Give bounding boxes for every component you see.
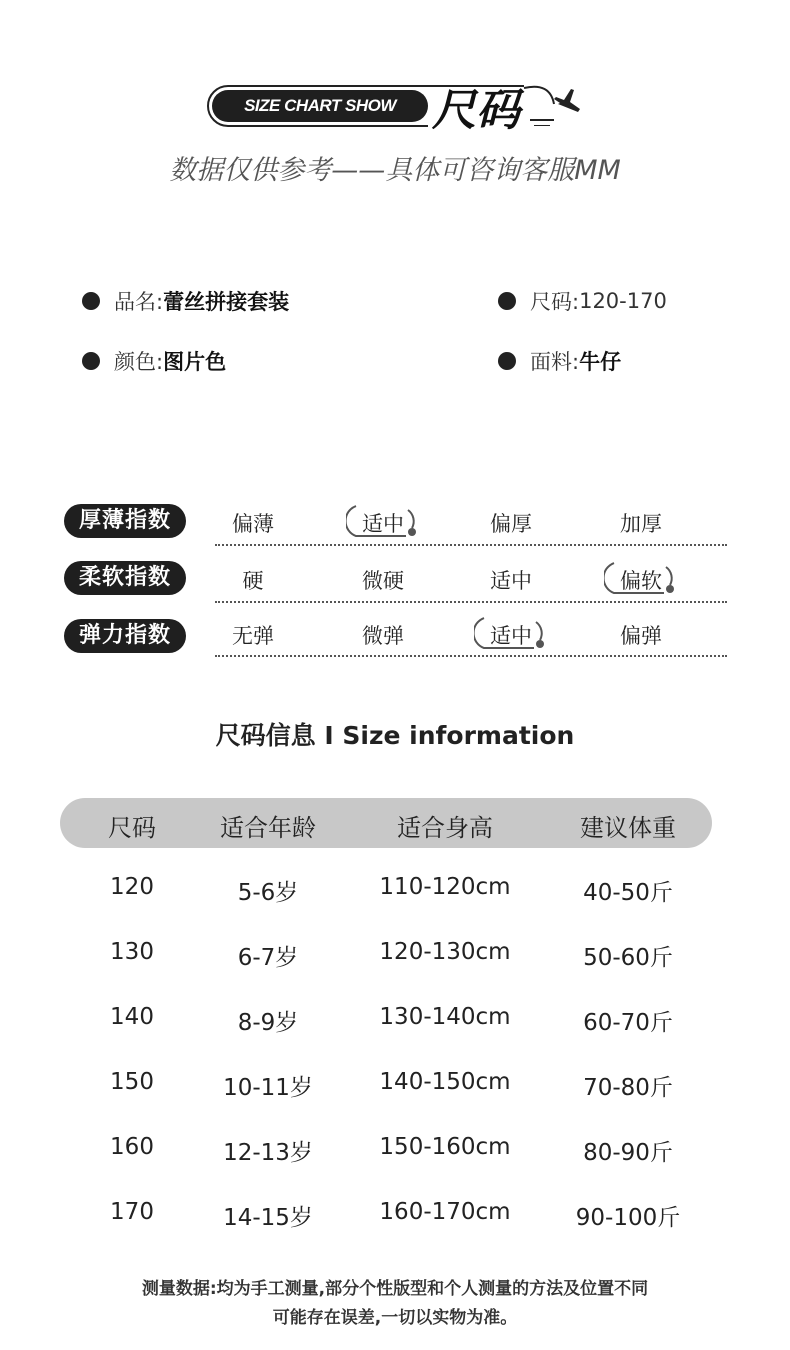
table-cell: 150-160cm bbox=[379, 1134, 511, 1160]
thickness-index-label: 厚薄指数 bbox=[64, 504, 186, 538]
product-name-label: 品名: bbox=[114, 290, 164, 314]
table-cell: 110-120cm bbox=[379, 874, 511, 900]
column-header-weight: 建议体重 bbox=[580, 814, 676, 842]
index-option: 偏薄 bbox=[232, 512, 274, 536]
product-fabric-label: 面料: bbox=[530, 350, 580, 374]
selection-marker-icon bbox=[346, 504, 420, 538]
column-header-height: 适合身高 bbox=[397, 814, 493, 842]
index-option: 无弹 bbox=[232, 624, 274, 648]
table-cell: 120-130cm bbox=[379, 939, 511, 965]
table-cell: 10-11岁 bbox=[223, 1075, 313, 1101]
index-option-selected: 适中 bbox=[490, 624, 532, 648]
table-cell: 160-170cm bbox=[379, 1199, 511, 1225]
header bbox=[0, 70, 790, 210]
table-cell: 160 bbox=[110, 1134, 154, 1160]
size-info-title: 尺码信息 I Size information bbox=[215, 721, 575, 750]
index-option-selected: 适中 bbox=[362, 512, 404, 536]
column-header-age: 适合年龄 bbox=[220, 814, 316, 842]
table-cell: 120 bbox=[110, 874, 154, 900]
table-cell: 140 bbox=[110, 1004, 154, 1030]
table-cell: 140-150cm bbox=[379, 1069, 511, 1095]
product-fabric-row bbox=[498, 346, 621, 376]
index-option: 加厚 bbox=[620, 512, 662, 536]
product-color-value: 图片色 bbox=[163, 350, 227, 374]
column-header-size: 尺码 bbox=[108, 814, 156, 842]
index-option-selected: 偏软 bbox=[620, 569, 662, 593]
product-size-value: 120-170 bbox=[579, 289, 667, 313]
index-option: 微硬 bbox=[362, 569, 404, 593]
product-fabric-value: 牛仔 bbox=[579, 350, 622, 374]
product-color-row bbox=[82, 346, 226, 376]
bullet-icon bbox=[82, 292, 100, 310]
table-cell: 14-15岁 bbox=[223, 1205, 313, 1231]
product-size-label: 尺码: bbox=[530, 290, 580, 314]
table-cell: 130-140cm bbox=[379, 1004, 511, 1030]
product-name-value: 蕾丝拼接套装 bbox=[163, 290, 290, 314]
bullet-icon bbox=[82, 352, 100, 370]
table-cell: 50-60斤 bbox=[583, 945, 673, 971]
header-subtitle: 数据仅供参考——具体可咨询客服MM bbox=[169, 155, 621, 186]
table-cell: 150 bbox=[110, 1069, 154, 1095]
table-cell: 90-100斤 bbox=[575, 1205, 681, 1231]
product-color-label: 颜色: bbox=[114, 350, 164, 374]
table-cell: 5-6岁 bbox=[237, 880, 299, 906]
table-cell: 80-90斤 bbox=[583, 1140, 673, 1166]
table-cell: 40-50斤 bbox=[583, 880, 673, 906]
index-option: 偏厚 bbox=[490, 512, 532, 536]
index-option: 偏弹 bbox=[620, 624, 662, 648]
badge-text: SIZE CHART SHOW bbox=[244, 96, 396, 115]
dotted-divider bbox=[215, 601, 727, 603]
dotted-divider bbox=[215, 544, 727, 546]
table-cell: 70-80斤 bbox=[583, 1075, 673, 1101]
selection-marker-icon bbox=[604, 561, 678, 595]
table-cell: 12-13岁 bbox=[223, 1140, 313, 1166]
bullet-icon bbox=[498, 292, 516, 310]
index-option: 微弹 bbox=[362, 624, 404, 648]
product-name-row bbox=[82, 286, 289, 316]
header-title: 尺码 bbox=[432, 85, 520, 136]
footnote-line-1: 测量数据:均为手工测量,部分个性版型和个人测量的方法及位置不同 bbox=[141, 1279, 649, 1299]
selection-marker-icon bbox=[474, 616, 548, 650]
table-cell: 6-7岁 bbox=[237, 945, 299, 971]
dotted-divider bbox=[215, 655, 727, 657]
table-cell: 8-9岁 bbox=[237, 1010, 299, 1036]
footnote-line-2: 可能存在误差,一切以实物为准。 bbox=[272, 1308, 518, 1328]
table-cell: 60-70斤 bbox=[583, 1010, 673, 1036]
elasticity-index-label: 弹力指数 bbox=[64, 619, 186, 653]
product-size-row bbox=[498, 286, 667, 316]
index-option: 适中 bbox=[490, 569, 532, 593]
table-cell: 130 bbox=[110, 939, 154, 965]
bullet-icon bbox=[498, 352, 516, 370]
softness-index-label: 柔软指数 bbox=[64, 561, 186, 595]
plane-icon bbox=[520, 80, 584, 126]
index-option: 硬 bbox=[242, 569, 264, 593]
table-cell: 170 bbox=[110, 1199, 154, 1225]
